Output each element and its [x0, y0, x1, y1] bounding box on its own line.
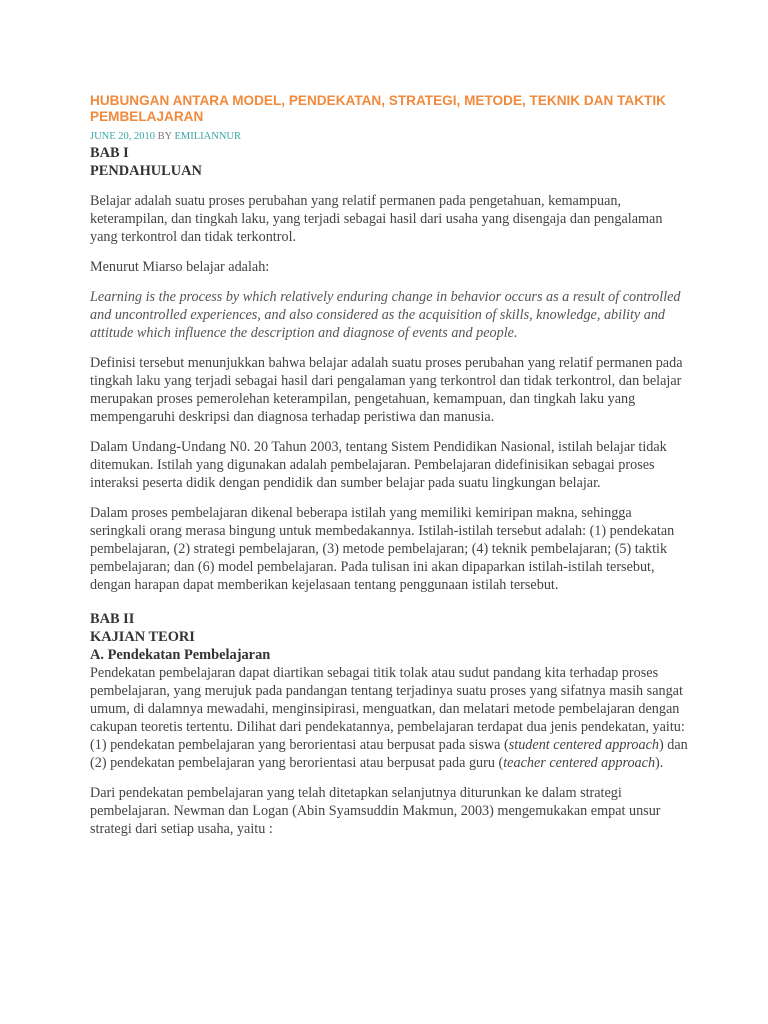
paragraph: Definisi tersebut menunjukkan bahwa belajar adalah suatu proses perubahan yang relatif permanen pada tingkah laku yang terjadi sebagai hasil dari pengalaman yang terkontrol dan tidak terkontrol, dan belajar merupakan proses pemerolehan keterampilan, pengetahuan, kemampuan, dan tingkah laku yang mempengaruhi deskripsi dan diagnosa terhadap peristiwa dan manusia.	[90, 355, 683, 425]
bab1-title: PENDAHULUAN	[90, 163, 202, 179]
paragraph: Dalam Undang-Undang N0. 20 Tahun 2003, tentang Sistem Pendidikan Nasional, istilah belajar tidak ditemukan. Istilah yang digunakan adalah pembelajaran. Pembelajaran didefinisikan sebagai proses interaksi peserta didik dengan pendidik dan sumber belajar pada suatu lingkungan belajar.	[90, 439, 667, 491]
italic-term: student centered approach	[508, 737, 659, 753]
text-run: ) dan (2) pendekatan pembelajaran yang berorientasi atau berpusat pada guru (	[90, 737, 688, 771]
article-content	[90, 93, 690, 838]
text-run: Pendekatan pembelajaran dapat diartikan sebagai titik tolak atau sudut pandang kita terhadap proses pembelajaran, yang merujuk pada pandangan tentang terjadinya suatu proses yang sifatnya masih sangat umum, di dalamnya mewadahi, menginsipirasi, menguatkan, dan melatari metode pembelajaran dengan cakupan teoretis tertentu. Dilihat dari pendekatannya, pembelajaran terdapat dua jenis pendekatan, yaitu: (1) pendekatan pembelajaran yang berorientasi atau berpusat pada siswa (	[90, 665, 685, 753]
paragraph: Menurut Miarso belajar adalah:	[90, 259, 270, 275]
text-run: ).	[655, 755, 664, 771]
paragraph	[90, 664, 690, 772]
bab1-label: BAB I	[90, 145, 129, 161]
paragraph: Dalam proses pembelajaran dikenal beberapa istilah yang memiliki kemiripan makna, sehingga seringkali orang merasa bingung untuk membedakannya. Istilah-istilah tersebut adalah: (1) pendekatan pembelajaran, (2) strategi pembelajaran, (3) metode pembelajaran; (4) teknik pembelajaran; (5) taktik pembelajaran; dan (6) model pembelajaran. Pada tulisan ini akan dipaparkan istilah-istilah tersebut, dengan harapan dapat memberikan kejelasaan tentang penggunaan istilah tersebut.	[90, 505, 675, 593]
section-a-title: A. Pendekatan Pembelajaran	[90, 647, 271, 663]
paragraph: Dari pendekatan pembelajaran yang telah ditetapkan selanjutnya diturunkan ke dalam strategi pembelajaran. Newman dan Logan (Abin Syamsuddin Makmun, 2003) mengemukakan empat unsur strategi dari setiap usaha, yaitu :	[90, 785, 661, 837]
quote-paragraph: Learning is the process by which relatively enduring change in behavior occurs as a result of controlled and uncontrolled experiences, and also considered as the acquisition of skills, knowledge, ability and attitude which influence the description and diagnose of events and people.	[90, 289, 681, 341]
post-date[interactable]: JUNE 20, 2010	[90, 131, 156, 142]
by-label: BY	[157, 131, 172, 142]
bab2-label: BAB II	[90, 611, 135, 627]
article-title[interactable]: HUBUNGAN ANTARA MODEL, PENDEKATAN, STRATEGI, METODE, TEKNIK DAN TAKTIK PEMBELAJARAN	[90, 93, 666, 124]
italic-term: teacher centered approach	[503, 755, 656, 771]
bab2-title: KAJIAN TEORI	[90, 629, 195, 645]
author-link[interactable]: EMILIANNUR	[174, 131, 241, 142]
paragraph: Belajar adalah suatu proses perubahan yang relatif permanen pada pengetahuan, kemampuan, keterampilan, dan tingkah laku, yang terjadi sebagai hasil dari usaha yang disengaja dan pengalaman yang terkontrol dan tidak terkontrol.	[90, 193, 663, 245]
article-meta	[90, 130, 690, 144]
